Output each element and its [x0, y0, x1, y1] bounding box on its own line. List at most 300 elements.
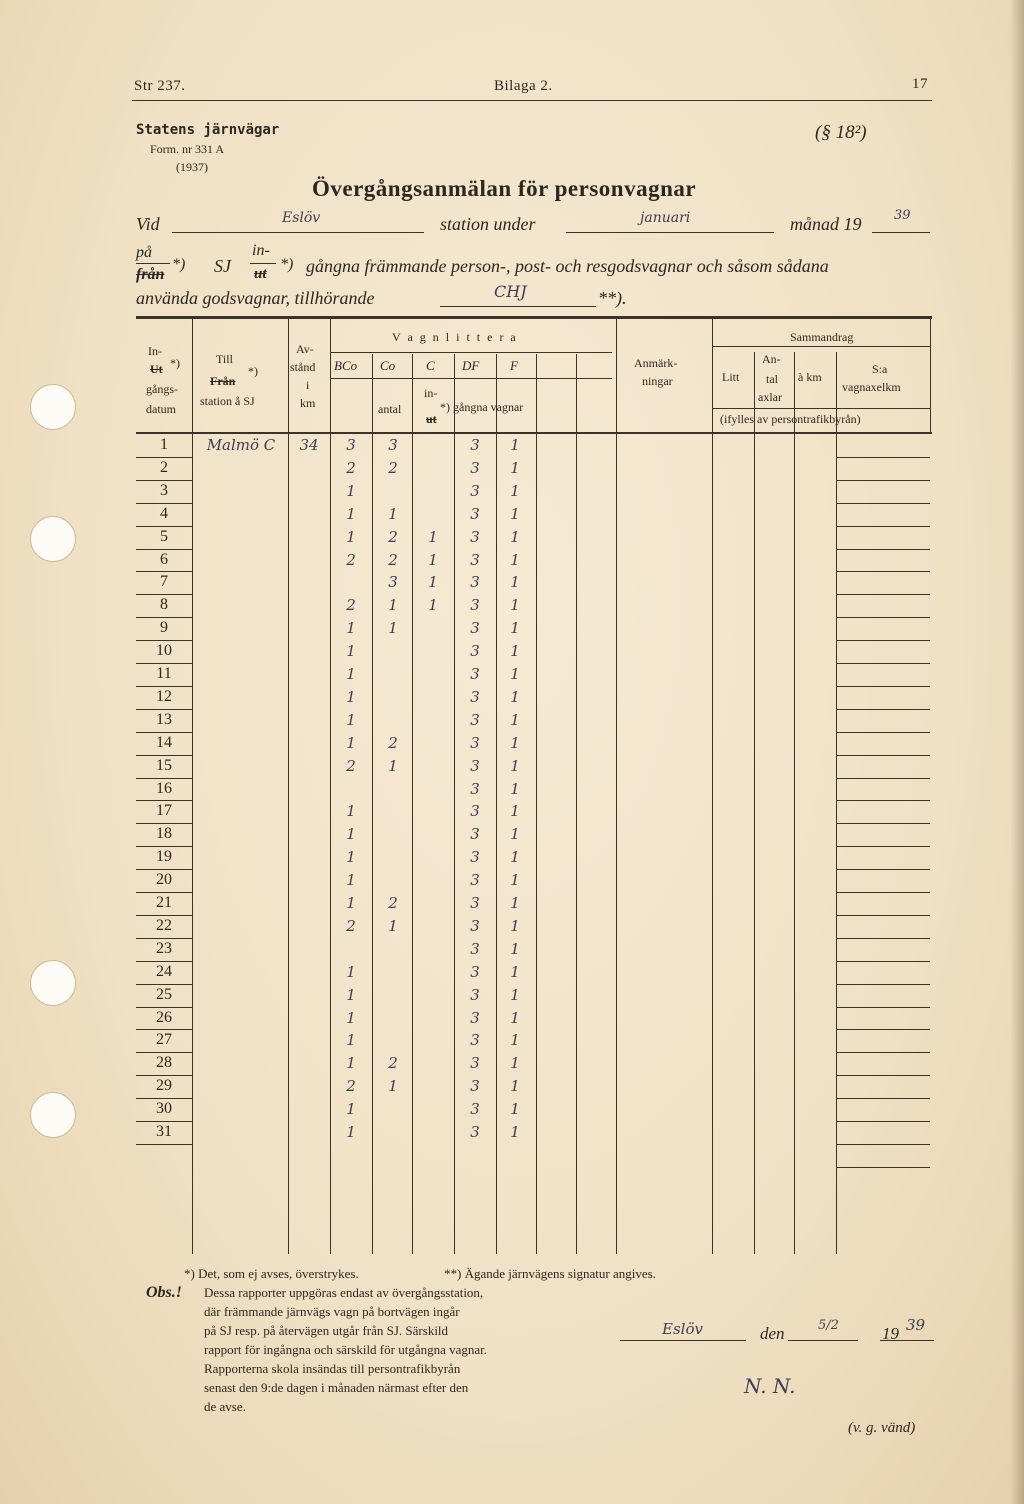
- table-row-df: 3: [470, 1054, 480, 1073]
- col-divider: [930, 316, 931, 432]
- table-row-co: 2: [388, 550, 398, 569]
- table-row-date: 31: [156, 1123, 172, 1140]
- summary-row-rule: [836, 571, 930, 572]
- table-row-bco: 1: [346, 1008, 356, 1027]
- table-row-bco: 1: [346, 1123, 356, 1141]
- den-label: den: [760, 1324, 785, 1343]
- table-row-co: 2: [388, 1054, 398, 1073]
- table-row-date: 13: [156, 710, 172, 728]
- anmark-label-1: Anmärk-: [634, 356, 678, 370]
- summary-row-rule: [836, 915, 930, 916]
- table-row-bco: 1: [346, 665, 356, 683]
- table-row-date: 18: [156, 825, 172, 843]
- table-row-date: 21: [156, 894, 172, 911]
- table-row-date: 4: [160, 504, 168, 522]
- row-rule: [136, 1052, 192, 1053]
- table-row-co: 1: [388, 504, 398, 523]
- summary-row-rule: [836, 892, 930, 893]
- summary-row-rule: [836, 755, 930, 756]
- row-rule: [136, 457, 192, 458]
- ut-label: ut: [426, 412, 437, 426]
- summary-row-rule: [836, 869, 930, 870]
- table-row-df: 3: [470, 436, 480, 454]
- table-row-df: 3: [470, 550, 480, 569]
- table-row-bco: 2: [346, 550, 356, 569]
- table-row-date: 9: [160, 619, 168, 637]
- col-divider: [712, 316, 713, 1254]
- summary-row-rule: [836, 732, 930, 733]
- table-row-f: 1: [510, 665, 520, 683]
- col2-fran: Från: [210, 374, 236, 388]
- summary-row-rule: [836, 984, 930, 985]
- table-row-df: 3: [470, 802, 480, 821]
- vagnlittera-heading: V a g n l i t t e r a: [392, 330, 518, 344]
- antal-axlar-1: An-: [762, 352, 781, 366]
- table-row-f: 1: [510, 1077, 520, 1096]
- col-divider: [192, 316, 193, 1254]
- header-page-number: 17: [912, 76, 928, 92]
- station-value: Eslöv: [282, 210, 321, 226]
- table-row-f: 1: [510, 962, 520, 981]
- owner-line: [440, 306, 596, 307]
- table-row-df: 3: [470, 527, 480, 546]
- litt-co: Co: [380, 358, 396, 373]
- section-ref: (§ 18²): [815, 122, 867, 143]
- station-under-label: station under: [440, 214, 536, 234]
- col1-in: In-: [148, 344, 162, 358]
- header-rule: [712, 408, 930, 409]
- table-row-bco: 3: [346, 436, 356, 454]
- signature: N. N.: [744, 1374, 796, 1398]
- row-rule: [136, 503, 192, 504]
- summary-row-rule: [836, 457, 930, 458]
- obs-line: de avse.: [204, 1399, 246, 1414]
- punch-hole: [30, 384, 76, 430]
- summary-row-rule: [836, 846, 930, 847]
- table-row-df: 3: [470, 481, 480, 500]
- station-line: [172, 232, 424, 233]
- table-row-co: 2: [388, 894, 398, 912]
- table-row-bco: 1: [346, 962, 356, 981]
- table-row-bco: 1: [346, 802, 356, 821]
- col3-av: Av-: [296, 342, 314, 356]
- table-row-bco: 1: [346, 504, 356, 523]
- table-row-f: 1: [510, 916, 520, 935]
- col3-km: km: [300, 396, 316, 410]
- table-row-date: 14: [156, 733, 172, 751]
- date-line: [788, 1340, 858, 1341]
- col-divider: [454, 354, 455, 1254]
- row-rule: [136, 1029, 192, 1030]
- pa-label: på: [136, 244, 152, 261]
- obs-line: rapport för ingångna och särskild för utgångna vagnar.: [204, 1342, 488, 1357]
- litt-df: DF: [462, 358, 480, 373]
- page-edge-shadow: [1010, 0, 1024, 1504]
- obs-line: Rapporterna skola insändas till persontrafikbyrån: [204, 1361, 461, 1376]
- table-row-df: 3: [470, 825, 480, 844]
- col-divider: [412, 354, 413, 1254]
- summary-row-rule: [836, 503, 930, 504]
- row-rule: [136, 846, 192, 847]
- antal-label: antal: [378, 402, 402, 416]
- table-row-df: 3: [470, 848, 480, 867]
- row-rule: [136, 732, 192, 733]
- table-row-bco: 1: [346, 894, 356, 912]
- form-year: (1937): [176, 160, 208, 174]
- row-rule: [136, 1098, 192, 1099]
- footer-year-value: 39: [906, 1316, 926, 1334]
- in-label: in-: [252, 242, 270, 259]
- table-row-f: 1: [510, 802, 520, 821]
- table-row-f: 1: [510, 1100, 520, 1119]
- litt-bco: BCo: [334, 358, 358, 373]
- table-row-df: 3: [470, 619, 480, 638]
- table-row-df: 3: [470, 1123, 480, 1141]
- vid-label: Vid: [136, 214, 160, 234]
- obs-line: senast den 9:de dagen i månaden närmast efter den: [204, 1380, 469, 1395]
- fraction-bar: [136, 263, 170, 264]
- table-row-date: 6: [160, 550, 168, 568]
- table-row-df: 3: [470, 1031, 480, 1050]
- table-row-co: 1: [388, 596, 398, 615]
- table-row-km: 34: [299, 436, 319, 454]
- table-row-bco: 1: [346, 619, 356, 638]
- table-row-f: 1: [510, 825, 520, 844]
- table-row-f: 1: [510, 733, 520, 752]
- col1-gangs: gångs-: [146, 382, 178, 396]
- row-rule: [136, 663, 192, 664]
- table-row-df: 3: [470, 985, 480, 1004]
- table-row-df: 3: [470, 642, 480, 661]
- footnote-1: *) Det, som ej avses, överstrykes.: [184, 1266, 359, 1281]
- row-rule: [136, 1007, 192, 1008]
- row-rule: [136, 1144, 192, 1145]
- row-rule: [136, 778, 192, 779]
- summary-row-rule: [836, 594, 930, 595]
- table-row-co: 2: [388, 458, 398, 477]
- litt-label: Litt: [722, 370, 740, 384]
- in-label: in-: [424, 386, 438, 400]
- obs-line: Dessa rapporter uppgöras endast av övergångsstation,: [204, 1285, 484, 1300]
- col2-station: station å SJ: [200, 394, 255, 408]
- table-row-bco: 2: [346, 756, 356, 775]
- year-line: [872, 232, 930, 233]
- month-value: januari: [640, 210, 691, 226]
- line3-tail: **).: [598, 288, 627, 308]
- table-row-df: 3: [470, 1077, 480, 1096]
- col-divider: [794, 352, 795, 1254]
- litt-f: F: [510, 358, 518, 373]
- table-row-f: 1: [510, 871, 520, 890]
- table-row-df: 3: [470, 962, 480, 981]
- footer-year-line: [880, 1340, 934, 1341]
- anmark-label-2: ningar: [642, 374, 673, 388]
- col-divider: [754, 352, 755, 1254]
- punch-hole: [30, 1092, 76, 1138]
- table-row-co: 3: [388, 436, 398, 454]
- antal-axlar-3: axlar: [758, 390, 782, 404]
- col3-i: i: [306, 378, 310, 392]
- col-divider: [288, 316, 289, 1254]
- table-row-station: Malmö C: [206, 436, 276, 454]
- table-row-f: 1: [510, 619, 520, 638]
- punch-hole: [30, 960, 76, 1006]
- place-value: Eslöv: [662, 1320, 703, 1338]
- month-line: [566, 232, 774, 233]
- table-row-df: 3: [470, 939, 480, 958]
- a-km-label: à km: [798, 370, 822, 384]
- table-row-bco: 2: [346, 1077, 356, 1096]
- table-row-f: 1: [510, 481, 520, 500]
- table-row-f: 1: [510, 458, 520, 477]
- table-row-co: 3: [388, 573, 398, 592]
- row-rule: [136, 915, 192, 916]
- table-row-date: 19: [156, 848, 172, 866]
- summary-row-rule: [836, 1144, 930, 1145]
- table-row-f: 1: [510, 642, 520, 661]
- table-row-c: 1: [428, 550, 438, 569]
- table-row-date: 28: [156, 1054, 172, 1072]
- row-rule: [136, 755, 192, 756]
- table-row-f: 1: [510, 573, 520, 592]
- table-row-date: 16: [156, 779, 172, 797]
- row-rule: [136, 938, 192, 939]
- table-row-date: 2: [160, 458, 168, 476]
- table-row-bco: 1: [346, 848, 356, 867]
- year-prefix: 19: [882, 1324, 899, 1343]
- col-divider: [536, 354, 537, 1254]
- header-bottom-rule: [136, 432, 932, 434]
- col2-star: *): [248, 364, 258, 378]
- summary-row-rule: [836, 709, 930, 710]
- table-row-bco: 2: [346, 916, 356, 935]
- table-row-date: 29: [156, 1077, 172, 1095]
- date-value: 5/2: [818, 1318, 839, 1333]
- table-row-date: 12: [156, 687, 172, 705]
- table-row-co: 1: [388, 1077, 398, 1096]
- table-row-c: 1: [428, 527, 438, 546]
- litt-c: C: [426, 358, 435, 373]
- table-row-f: 1: [510, 527, 520, 546]
- table-row-f: 1: [510, 687, 520, 706]
- summary-row-rule: [836, 1075, 930, 1076]
- table-row-date: 30: [156, 1100, 172, 1118]
- col-divider: [496, 354, 497, 1254]
- header-rule: [330, 378, 612, 379]
- table-row-f: 1: [510, 596, 520, 615]
- line2-text: gångna främmande person-, post- och resgodsvagnar och såsom sådana: [306, 256, 829, 276]
- table-row-df: 3: [470, 573, 480, 592]
- col-divider: [576, 354, 577, 1254]
- table-row-bco: 1: [346, 642, 356, 661]
- summary-row-rule: [836, 938, 930, 939]
- table-row-co: 1: [388, 756, 398, 775]
- table-row-df: 3: [470, 871, 480, 890]
- table-row-bco: 1: [346, 985, 356, 1004]
- summary-row-rule: [836, 686, 930, 687]
- table-row-df: 3: [470, 710, 480, 729]
- table-row-df: 3: [470, 665, 480, 683]
- col-divider: [616, 316, 617, 1254]
- summary-row-rule: [836, 1121, 930, 1122]
- row-rule: [136, 640, 192, 641]
- punch-hole: [30, 516, 76, 562]
- sj-label: SJ: [214, 256, 231, 276]
- table-row-f: 1: [510, 550, 520, 569]
- summary-row-rule: [836, 823, 930, 824]
- table-row-co: 2: [388, 527, 398, 546]
- manad-label: månad 19: [790, 214, 862, 234]
- summary-row-rule: [836, 480, 930, 481]
- table-row-bco: 2: [346, 458, 356, 477]
- table-row-date: 17: [156, 802, 172, 820]
- table-row-date: 3: [160, 481, 168, 499]
- gangna-label: *) gångna vagnar: [440, 400, 524, 414]
- sa-label-1: S:a: [872, 362, 888, 376]
- table-row-co: 2: [388, 733, 398, 752]
- table-row-f: 1: [510, 1031, 520, 1050]
- summary-row-rule: [836, 1029, 930, 1030]
- table-row-f: 1: [510, 504, 520, 523]
- obs-label: Obs.!: [146, 1284, 183, 1301]
- table-row-bco: 1: [346, 1054, 356, 1073]
- table-row-f: 1: [510, 894, 520, 912]
- summary-row-rule: [836, 1052, 930, 1053]
- summary-row-rule: [836, 663, 930, 664]
- table-row-f: 1: [510, 779, 520, 798]
- row-rule: [136, 1121, 192, 1122]
- line3-text: använda godsvagnar, tillhörande: [136, 288, 375, 308]
- footnote-2: **) Ägande järnvägens signatur angives.: [444, 1266, 656, 1281]
- row-rule: [136, 571, 192, 572]
- table-row-date: 24: [156, 962, 172, 980]
- table-row-date: 26: [156, 1008, 172, 1026]
- table-row-df: 3: [470, 596, 480, 615]
- obs-line: på SJ resp. på återvägen utgår från SJ. Särskild: [204, 1323, 449, 1338]
- table-row-f: 1: [510, 710, 520, 729]
- row-rule: [136, 617, 192, 618]
- table-row-date: 8: [160, 596, 168, 614]
- row-rule: [136, 823, 192, 824]
- table-row-df: 3: [470, 504, 480, 523]
- row-rule: [136, 594, 192, 595]
- row-rule: [136, 480, 192, 481]
- org-name: Statens järnvägar: [136, 122, 280, 138]
- col-divider: [330, 316, 331, 1254]
- row-rule: [136, 1075, 192, 1076]
- table-row-f: 1: [510, 1008, 520, 1027]
- summary-row-rule: [836, 800, 930, 801]
- row-rule: [136, 686, 192, 687]
- row-rule: [136, 984, 192, 985]
- summary-row-rule: [836, 1007, 930, 1008]
- col1-datum: datum: [146, 402, 176, 416]
- table-row-bco: 1: [346, 1031, 356, 1050]
- table-row-date: 15: [156, 756, 172, 774]
- table-row-bco: 1: [346, 710, 356, 729]
- header-rule: [132, 100, 932, 101]
- summary-row-rule: [836, 778, 930, 779]
- table-row-df: 3: [470, 1008, 480, 1027]
- row-rule: [136, 709, 192, 710]
- table-row-df: 3: [470, 458, 480, 477]
- footnote-mark: *): [172, 256, 186, 273]
- table-row-bco: 2: [346, 596, 356, 615]
- table-row-f: 1: [510, 756, 520, 775]
- table-row-df: 3: [470, 1100, 480, 1119]
- table-row-bco: 1: [346, 481, 356, 500]
- table-row-f: 1: [510, 985, 520, 1004]
- table-row-f: 1: [510, 1123, 520, 1141]
- row-rule: [136, 800, 192, 801]
- col2-till: Till: [216, 352, 233, 366]
- table-row-date: 25: [156, 985, 172, 1003]
- table-row-c: 1: [428, 596, 438, 615]
- form-number: Form. nr 331 A: [150, 142, 225, 156]
- table-row-date: 20: [156, 871, 172, 889]
- summary-row-rule: [836, 617, 930, 618]
- table-row-df: 3: [470, 894, 480, 912]
- ut-label: ut: [254, 266, 267, 282]
- col1-star: *): [170, 356, 180, 370]
- table-row-co: 1: [388, 916, 398, 935]
- fran-label: från: [136, 266, 165, 283]
- table-row-f: 1: [510, 1054, 520, 1073]
- col3-stand: stånd: [290, 360, 316, 374]
- table-row-date: 7: [160, 573, 168, 591]
- table-row-df: 3: [470, 687, 480, 706]
- summary-row-rule: [836, 1167, 930, 1168]
- table-row-bco: 1: [346, 733, 356, 752]
- table-row-bco: 1: [346, 871, 356, 890]
- table-row-df: 3: [470, 756, 480, 775]
- sammandrag-heading: Sammandrag: [790, 330, 854, 344]
- header-left: Str 237.: [134, 78, 186, 94]
- fraction-bar: [250, 263, 276, 264]
- table-row-f: 1: [510, 939, 520, 958]
- year-value: 39: [894, 208, 911, 223]
- table-row-df: 3: [470, 733, 480, 752]
- wagon-table: [136, 316, 932, 1254]
- table-row-f: 1: [510, 436, 520, 454]
- table-row-date: 22: [156, 916, 172, 934]
- summary-row-rule: [836, 640, 930, 641]
- header-rule: [712, 346, 930, 347]
- table-row-date: 5: [160, 527, 168, 545]
- table-row-co: 1: [388, 619, 398, 638]
- fylles-note: (ifylles av persontrafikbyrån): [720, 412, 861, 426]
- table-top-rule: [136, 316, 932, 319]
- sa-label-2: vagnaxelkm: [842, 380, 901, 394]
- table-row-date: 23: [156, 939, 172, 957]
- row-rule: [136, 869, 192, 870]
- antal-axlar-2: tal: [766, 372, 778, 386]
- header-center: Bilaga 2.: [494, 78, 553, 94]
- table-row-df: 3: [470, 779, 480, 798]
- summary-row-rule: [836, 1098, 930, 1099]
- table-row-date: 11: [156, 665, 172, 682]
- col1-ut: Ut: [150, 362, 163, 376]
- row-rule: [136, 892, 192, 893]
- table-row-df: 3: [470, 916, 480, 935]
- header-rule: [330, 352, 612, 353]
- col-divider: [836, 352, 837, 1254]
- summary-row-rule: [836, 961, 930, 962]
- row-rule: [136, 526, 192, 527]
- page-title: Övergångsanmälan för personvagnar: [312, 176, 697, 201]
- summary-row-rule: [836, 549, 930, 550]
- table-row-bco: 1: [346, 1100, 356, 1119]
